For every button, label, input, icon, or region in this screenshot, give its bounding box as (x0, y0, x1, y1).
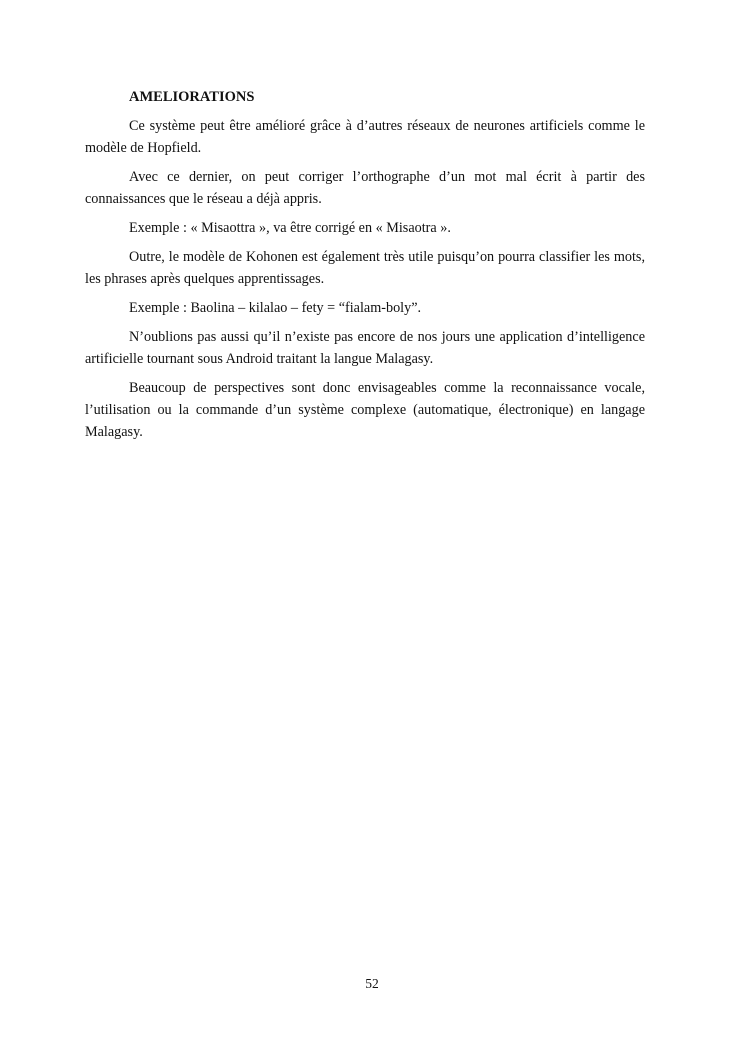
paragraph-hopfield: Ce système peut être amélioré grâce à d’autres réseaux de neurones artificiels comme le modèle de Hopfield. (85, 118, 645, 156)
page-number: 52 (365, 976, 379, 991)
paragraph-spelling-correction: Avec ce dernier, on peut corriger l’orthographe d’un mot mal écrit à partir des connaissances que le réseau a déjà appris. (85, 169, 645, 207)
paragraph-example-baolina: Exemple : Baolina – kilalao – fety = “fialam-boly”. (129, 300, 422, 316)
paragraph-android-application: N’oublions pas aussi qu’il n’existe pas encore de nos jours une application d’intelligence artificielle tournant sous Android traitant la langue Malagasy. (85, 329, 645, 367)
page-content (85, 86, 645, 450)
paragraph-kohonen: Outre, le modèle de Kohonen est également très utile puisqu’on pourra classifier les mots, les phrases après quelques apprentissages. (85, 249, 645, 287)
paragraph-example-misaotra: Exemple : « Misaottra », va être corrigé en « Misaotra ». (129, 220, 451, 236)
section-heading: AMELIORATIONS (129, 89, 255, 105)
paragraph-perspectives: Beaucoup de perspectives sont donc envisageables comme la reconnaissance vocale, l’utilisation ou la commande d’un système complexe (automatique, électronique) en langage Malagasy. (85, 380, 645, 440)
